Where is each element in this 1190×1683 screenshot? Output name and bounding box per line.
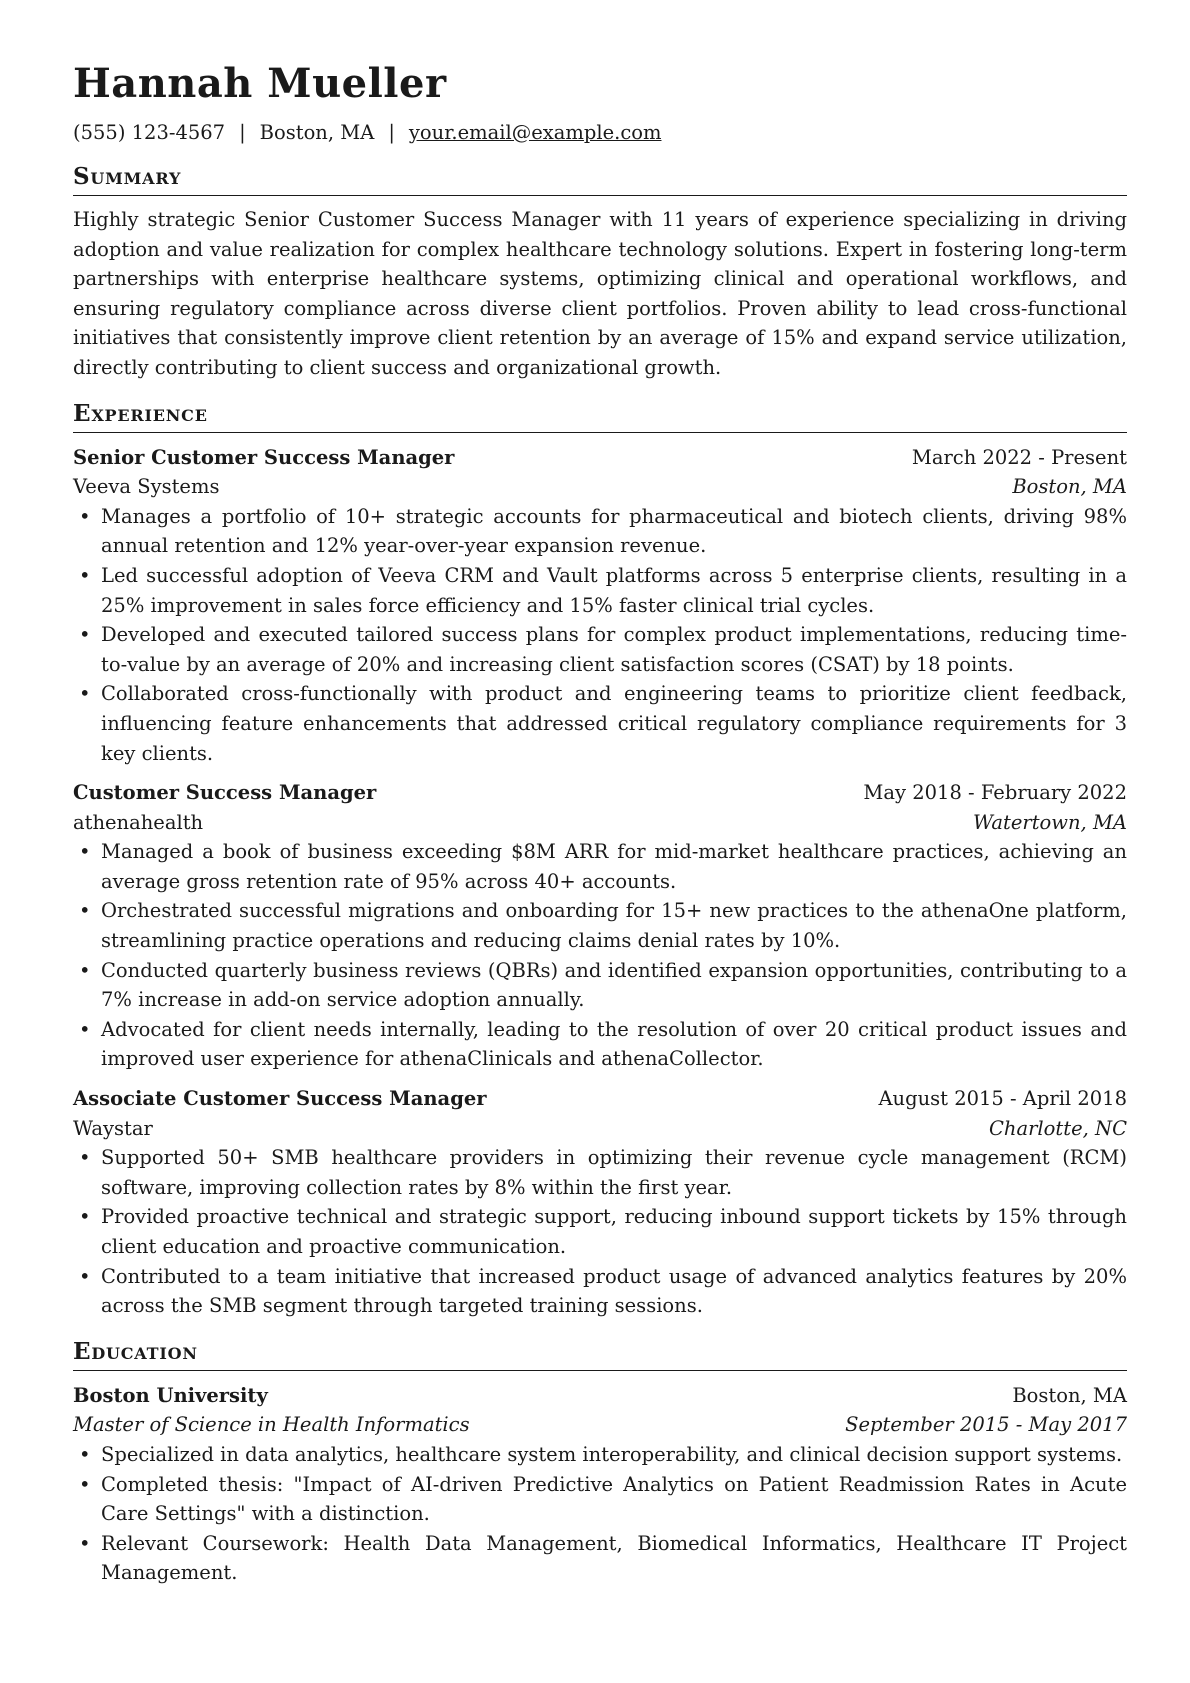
bullet-item: • Provided proactive technical and strategic support, reducing inbound support tickets by 15% through client education and proactive communication. bbox=[73, 1202, 1127, 1261]
job-entry bbox=[73, 443, 1127, 769]
job-entry bbox=[73, 778, 1127, 1074]
company-name: athenahealth bbox=[73, 810, 204, 834]
email-link[interactable]: your.email@example.com bbox=[408, 121, 662, 144]
education-entry bbox=[73, 1381, 1127, 1588]
bullet-item: • Manages a portfolio of 10+ strategic accounts for pharmaceutical and biotech clients, driving 98% annual retention and 12% year-over-year expansion revenue. bbox=[73, 502, 1127, 561]
job-location: Watertown, MA bbox=[973, 810, 1127, 834]
bullet-item: • Conducted quarterly business reviews (QBRs) and identified expansion opportunities, contributing to a 7% increase in add-on service adoption annually. bbox=[73, 956, 1127, 1015]
experience-heading: Experience bbox=[73, 401, 1127, 433]
education-bullets bbox=[73, 1440, 1127, 1588]
contact-separator: | bbox=[388, 121, 395, 144]
job-dates: May 2018 - February 2022 bbox=[863, 781, 1127, 805]
company-name: Waystar bbox=[73, 1116, 153, 1140]
job-bullets bbox=[73, 837, 1127, 1074]
education-heading: Education bbox=[73, 1339, 1127, 1371]
job-dates: March 2022 - Present bbox=[911, 445, 1127, 469]
bullet-item: • Led successful adoption of Veeva CRM and Vault platforms across 5 enterprise clients, resulting in a 25% improvement in sales force efficiency and 15% faster clinical trial cycles. bbox=[73, 561, 1127, 620]
location-text: Boston, MA bbox=[259, 121, 375, 144]
job-bullets bbox=[73, 502, 1127, 768]
job-title: Senior Customer Success Manager bbox=[73, 445, 455, 469]
bullet-item: • Advocated for client needs internally, leading to the resolution of over 20 critical product issues and improved user experience for athenaClinicals and athenaCollector. bbox=[73, 1015, 1127, 1074]
job-title: Associate Customer Success Manager bbox=[73, 1087, 487, 1111]
summary-text: Highly strategic Senior Customer Success Manager with 11 years of experience specializing in driving adoption and value realization for complex healthcare technology solutions. Expert in fostering long-term partnerships with enterprise healthcare systems, optimizing clinical and operational workflows, and ensuring regulatory compliance across diverse client portfolios. Proven ability to lead cross-functional initiatives that consistently improve client retention by an average of 15% and expand service utilization, directly contributing to client success and organizational growth. bbox=[73, 208, 1127, 379]
bullet-item: • Managed a book of business exceeding $8M ARR for mid-market healthcare practices, achieving an average gross retention rate of 95% across 40+ accounts. bbox=[73, 837, 1127, 896]
education-dates: September 2015 - May 2017 bbox=[845, 1413, 1127, 1437]
job-location: Charlotte, NC bbox=[989, 1116, 1127, 1140]
bullet-item: • Completed thesis: "Impact of AI-driven Predictive Analytics on Patient Readmission Rates in Acute Care Settings" with a distinction. bbox=[73, 1470, 1127, 1529]
job-location: Boston, MA bbox=[1012, 475, 1127, 499]
school-name: Boston University bbox=[73, 1383, 268, 1407]
school-location: Boston, MA bbox=[1012, 1383, 1127, 1407]
company-name: Veeva Systems bbox=[73, 475, 220, 499]
bullet-item: • Collaborated cross-functionally with product and engineering teams to prioritize client feedback, influencing feature enhancements that addressed critical regulatory compliance requirements for 3 key clients. bbox=[73, 679, 1127, 768]
bullet-item: • Orchestrated successful migrations and onboarding for 15+ new practices to the athenaOne platform, streamlining practice operations and reducing claims denial rates by 10%. bbox=[73, 896, 1127, 955]
bullet-item: • Supported 50+ SMB healthcare providers in optimizing their revenue cycle management (RCM) software, improving collection rates by 8% within the first year. bbox=[73, 1143, 1127, 1202]
degree-name: Master of Science in Health Informatics bbox=[73, 1413, 470, 1437]
candidate-name: Hannah Mueller bbox=[73, 60, 447, 107]
bullet-item: • Developed and executed tailored success plans for complex product implementations, reducing time-to-value by an average of 20% and increasing client satisfaction scores (CSAT) by 18 points. bbox=[73, 620, 1127, 679]
job-entry bbox=[73, 1084, 1127, 1321]
resume-content bbox=[73, 58, 1127, 1588]
bullet-item: • Contributed to a team initiative that increased product usage of advanced analytics features by 20% across the SMB segment through targeted training sessions. bbox=[73, 1262, 1127, 1321]
contact-line bbox=[73, 120, 1127, 146]
contact-separator: | bbox=[239, 121, 246, 144]
bullet-item: • Relevant Coursework: Health Data Management, Biomedical Informatics, Healthcare IT Project Management. bbox=[73, 1529, 1127, 1588]
job-dates: August 2015 - April 2018 bbox=[878, 1087, 1127, 1111]
bullet-item: • Specialized in data analytics, healthcare system interoperability, and clinical decision support systems. bbox=[73, 1440, 1127, 1470]
job-bullets bbox=[73, 1143, 1127, 1321]
phone-number: (555) 123-4567 bbox=[73, 121, 226, 144]
summary-heading: Summary bbox=[73, 164, 1127, 196]
job-title: Customer Success Manager bbox=[73, 781, 377, 805]
